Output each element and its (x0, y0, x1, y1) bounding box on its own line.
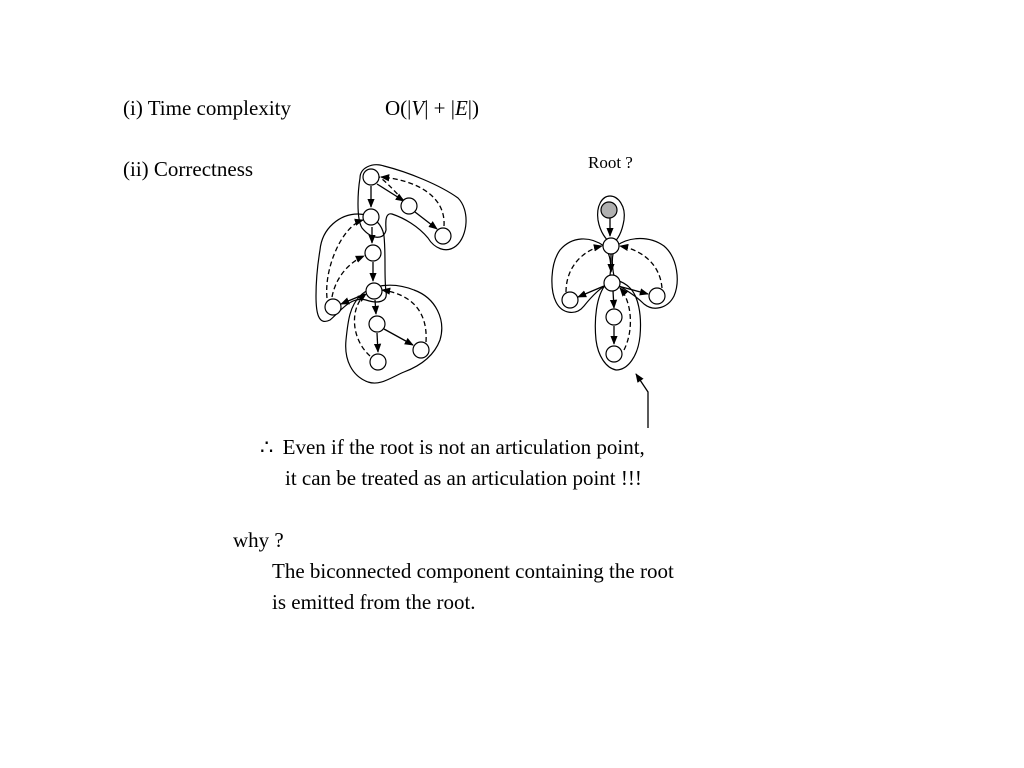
left-node-9 (413, 342, 429, 358)
pointer-arrow (636, 374, 648, 428)
left-node-5 (369, 316, 385, 332)
right-back-edge-4-1 (620, 246, 662, 288)
left-graph-nodes (325, 169, 451, 370)
left-graph (316, 165, 466, 383)
right-node-4 (649, 288, 665, 304)
left-back-edge-9-4 (382, 290, 426, 342)
left-edge-5-9 (384, 329, 413, 345)
time-complexity-label: (i) Time complexity (123, 96, 291, 120)
left-back-edge-8-3 (332, 256, 364, 297)
left-node-3 (365, 245, 381, 261)
right-component-outline-left (552, 239, 611, 312)
time-complexity-formula: O(|V| + |E|) (385, 96, 479, 120)
left-node-4 (366, 283, 382, 299)
left-node-10 (370, 354, 386, 370)
right-component-outline-right (612, 239, 677, 309)
right-node-root (601, 202, 617, 218)
left-node-7 (435, 228, 451, 244)
left-back-edge-8-2 (327, 220, 363, 298)
left-node-8 (325, 299, 341, 315)
left-edge-5-10 (377, 333, 378, 352)
why-heading: why ? (233, 528, 284, 552)
left-edge-6-7 (415, 212, 437, 229)
conclusion-line-2: it can be treated as an articulation point !!! (285, 466, 642, 490)
why-line-2: is emitted from the root. (272, 590, 476, 614)
right-node-3 (562, 292, 578, 308)
left-back-edge-6-1 (378, 176, 403, 200)
therefore-symbol: ∴ (260, 435, 274, 459)
right-node-5 (606, 309, 622, 325)
right-edge-2-5 (613, 291, 614, 308)
conclusion-text-1: Even if the root is not an articulation point, (282, 435, 645, 459)
left-back-edge-10-4 (354, 294, 370, 356)
root-label: Root ? (588, 153, 633, 172)
right-node-1 (603, 238, 619, 254)
left-node-1 (363, 169, 379, 185)
why-line-1: The biconnected component containing the root (272, 559, 674, 583)
right-node-2 (604, 275, 620, 291)
left-node-2 (363, 209, 379, 225)
right-node-6 (606, 346, 622, 362)
left-node-6 (401, 198, 417, 214)
right-back-edge-3-1 (566, 246, 602, 292)
item-correctness: (ii) Correctness (123, 157, 254, 181)
